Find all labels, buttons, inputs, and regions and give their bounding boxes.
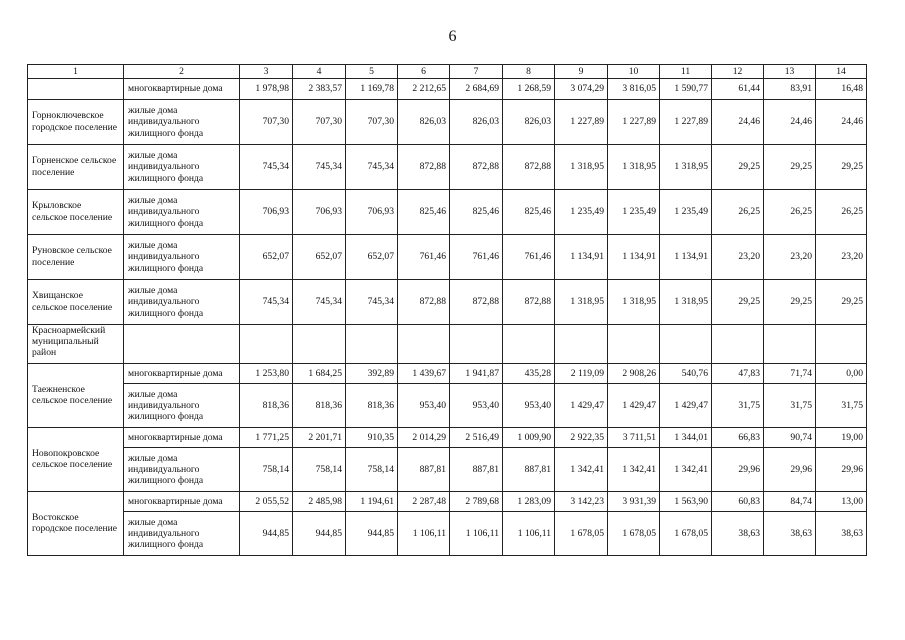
value-cell: 1 227,89	[555, 100, 608, 145]
value-cell: 47,83	[712, 364, 764, 384]
value-cell: 707,30	[293, 100, 346, 145]
value-cell: 1 134,91	[555, 235, 608, 280]
housing-type-cell: многоквартирные дома	[124, 364, 240, 384]
value-cell: 1 439,67	[398, 364, 450, 384]
value-cell: 26,25	[712, 190, 764, 235]
value-cell: 745,34	[293, 145, 346, 190]
value-cell: 61,44	[712, 79, 764, 100]
value-cell: 1 194,61	[346, 492, 398, 512]
value-cell: 872,88	[450, 145, 503, 190]
column-number-cell: 1	[28, 65, 124, 79]
value-cell: 3 816,05	[608, 79, 660, 100]
value-cell: 1 227,89	[608, 100, 660, 145]
value-cell: 23,20	[816, 235, 867, 280]
value-cell: 887,81	[398, 448, 450, 492]
region-row	[28, 325, 867, 364]
value-cell: 29,96	[816, 448, 867, 492]
value-cell: 26,25	[816, 190, 867, 235]
value-cell: 23,20	[764, 235, 816, 280]
value-cell: 2 383,57	[293, 79, 346, 100]
value-cell: 29,25	[712, 280, 764, 325]
value-cell: 19,00	[816, 428, 867, 448]
value-cell: 2 485,98	[293, 492, 346, 512]
page-number: 6	[448, 28, 457, 45]
empty-cell	[398, 325, 450, 364]
housing-type-cell: многоквартирные дома	[124, 492, 240, 512]
value-cell: 540,76	[660, 364, 712, 384]
value-cell: 761,46	[503, 235, 555, 280]
value-cell: 953,40	[503, 384, 555, 428]
value-cell: 1 318,95	[608, 145, 660, 190]
column-number-cell: 2	[124, 65, 240, 79]
value-cell: 1 342,41	[608, 448, 660, 492]
value-cell: 2 516,49	[450, 428, 503, 448]
value-cell: 1 318,95	[555, 280, 608, 325]
value-cell: 1 318,95	[555, 145, 608, 190]
value-cell: 818,36	[293, 384, 346, 428]
value-cell: 1 268,59	[503, 79, 555, 100]
value-cell: 3 074,29	[555, 79, 608, 100]
value-cell: 825,46	[450, 190, 503, 235]
table-row	[28, 235, 867, 280]
value-cell: 872,88	[398, 145, 450, 190]
value-cell: 31,75	[712, 384, 764, 428]
settlement-cell: Горноключевское городское поселение	[28, 100, 124, 145]
value-cell: 1 678,05	[608, 512, 660, 556]
column-number-cell: 5	[346, 65, 398, 79]
value-cell: 2 201,71	[293, 428, 346, 448]
settlement-cell: Хвищанское сельское поселение	[28, 280, 124, 325]
value-cell: 2 014,29	[398, 428, 450, 448]
value-cell: 2 908,26	[608, 364, 660, 384]
value-cell: 944,85	[346, 512, 398, 556]
value-cell: 2 212,65	[398, 79, 450, 100]
settlement-cell	[28, 79, 124, 100]
column-number-cell: 10	[608, 65, 660, 79]
empty-cell	[608, 325, 660, 364]
table-row	[28, 190, 867, 235]
value-cell: 1 106,11	[398, 512, 450, 556]
value-cell: 392,89	[346, 364, 398, 384]
table-row	[28, 428, 867, 448]
value-cell: 1 941,87	[450, 364, 503, 384]
value-cell: 707,30	[240, 100, 293, 145]
settlement-cell: Руновское сельское поселение	[28, 235, 124, 280]
value-cell: 826,03	[398, 100, 450, 145]
value-cell: 1 429,47	[555, 384, 608, 428]
value-cell: 944,85	[240, 512, 293, 556]
table-row	[28, 512, 867, 556]
value-cell: 1 235,49	[555, 190, 608, 235]
table-row	[28, 145, 867, 190]
column-number-cell: 14	[816, 65, 867, 79]
value-cell: 24,46	[816, 100, 867, 145]
value-cell: 953,40	[398, 384, 450, 428]
empty-cell	[450, 325, 503, 364]
value-cell: 60,83	[712, 492, 764, 512]
value-cell: 1 235,49	[660, 190, 712, 235]
value-cell: 2 922,35	[555, 428, 608, 448]
value-cell: 1 106,11	[450, 512, 503, 556]
empty-cell	[240, 325, 293, 364]
value-cell: 0,00	[816, 364, 867, 384]
value-cell: 23,20	[712, 235, 764, 280]
value-cell: 1 134,91	[660, 235, 712, 280]
column-number-row	[28, 65, 867, 79]
value-cell: 1 009,90	[503, 428, 555, 448]
value-cell: 761,46	[398, 235, 450, 280]
value-cell: 1 429,47	[608, 384, 660, 428]
value-cell: 2 055,52	[240, 492, 293, 512]
table-row	[28, 280, 867, 325]
value-cell: 758,14	[293, 448, 346, 492]
column-number-cell: 6	[398, 65, 450, 79]
value-cell: 38,63	[764, 512, 816, 556]
column-number-cell: 3	[240, 65, 293, 79]
value-cell: 1 342,41	[555, 448, 608, 492]
housing-type-cell: жилые дома индивидуального жилищного фонда	[124, 235, 240, 280]
settlement-cell: Горненское сельское поселение	[28, 145, 124, 190]
value-cell: 29,25	[816, 280, 867, 325]
value-cell: 1 429,47	[660, 384, 712, 428]
value-cell: 16,48	[816, 79, 867, 100]
value-cell: 745,34	[240, 145, 293, 190]
value-cell: 84,74	[764, 492, 816, 512]
empty-cell	[816, 325, 867, 364]
value-cell: 2 789,68	[450, 492, 503, 512]
value-cell: 31,75	[816, 384, 867, 428]
value-cell: 29,25	[712, 145, 764, 190]
settlement-cell: Крыловское сельское поселение	[28, 190, 124, 235]
value-cell: 745,34	[240, 280, 293, 325]
empty-cell	[660, 325, 712, 364]
housing-type-cell: жилые дома индивидуального жилищного фонда	[124, 280, 240, 325]
value-cell: 1 227,89	[660, 100, 712, 145]
value-cell: 944,85	[293, 512, 346, 556]
value-cell: 826,03	[450, 100, 503, 145]
value-cell: 435,28	[503, 364, 555, 384]
empty-cell	[555, 325, 608, 364]
value-cell: 1 134,91	[608, 235, 660, 280]
value-cell: 24,46	[712, 100, 764, 145]
value-cell: 887,81	[450, 448, 503, 492]
column-number-cell: 4	[293, 65, 346, 79]
table-row	[28, 448, 867, 492]
column-number-cell: 8	[503, 65, 555, 79]
value-cell: 1 169,78	[346, 79, 398, 100]
housing-type-cell: жилые дома индивидуального жилищного фонда	[124, 448, 240, 492]
column-number-cell: 7	[450, 65, 503, 79]
column-number-cell: 13	[764, 65, 816, 79]
value-cell: 29,25	[764, 280, 816, 325]
value-cell: 825,46	[398, 190, 450, 235]
value-cell: 953,40	[450, 384, 503, 428]
value-cell: 1 590,77	[660, 79, 712, 100]
housing-type-cell: жилые дома индивидуального жилищного фонда	[124, 512, 240, 556]
value-cell: 706,93	[346, 190, 398, 235]
housing-type-cell: жилые дома индивидуального жилищного фонда	[124, 384, 240, 428]
value-cell: 1 318,95	[660, 145, 712, 190]
value-cell: 31,75	[764, 384, 816, 428]
value-cell: 758,14	[240, 448, 293, 492]
table-row	[28, 79, 867, 100]
value-cell: 652,07	[293, 235, 346, 280]
value-cell: 1 978,98	[240, 79, 293, 100]
value-cell: 1 771,25	[240, 428, 293, 448]
value-cell: 71,74	[764, 364, 816, 384]
value-cell: 1 253,80	[240, 364, 293, 384]
table-row	[28, 492, 867, 512]
table-row	[28, 384, 867, 428]
value-cell: 745,34	[346, 280, 398, 325]
value-cell: 1 563,90	[660, 492, 712, 512]
value-cell: 652,07	[346, 235, 398, 280]
value-cell: 90,74	[764, 428, 816, 448]
column-number-cell: 11	[660, 65, 712, 79]
value-cell: 29,96	[764, 448, 816, 492]
value-cell: 83,91	[764, 79, 816, 100]
value-cell: 818,36	[240, 384, 293, 428]
value-cell: 758,14	[346, 448, 398, 492]
empty-cell	[503, 325, 555, 364]
value-cell: 13,00	[816, 492, 867, 512]
value-cell: 2 119,09	[555, 364, 608, 384]
column-number-cell: 12	[712, 65, 764, 79]
value-cell: 66,83	[712, 428, 764, 448]
empty-cell	[346, 325, 398, 364]
housing-type-cell: жилые дома индивидуального жилищного фонда	[124, 100, 240, 145]
housing-type-cell: жилые дома индивидуального жилищного фонда	[124, 145, 240, 190]
settlement-cell: Новопокровское сельское поселение	[28, 428, 124, 492]
value-cell: 872,88	[450, 280, 503, 325]
empty-cell	[124, 325, 240, 364]
tariff-table	[27, 64, 867, 556]
table-row	[28, 100, 867, 145]
empty-cell	[293, 325, 346, 364]
region-cell: Красноармейский муниципальный район	[28, 325, 124, 364]
empty-cell	[764, 325, 816, 364]
value-cell: 818,36	[346, 384, 398, 428]
value-cell: 745,34	[293, 280, 346, 325]
value-cell: 2 684,69	[450, 79, 503, 100]
value-cell: 1 283,09	[503, 492, 555, 512]
value-cell: 872,88	[503, 145, 555, 190]
value-cell: 26,25	[764, 190, 816, 235]
value-cell: 1 106,11	[503, 512, 555, 556]
value-cell: 38,63	[712, 512, 764, 556]
housing-type-cell: многоквартирные дома	[124, 428, 240, 448]
value-cell: 1 678,05	[555, 512, 608, 556]
value-cell: 872,88	[503, 280, 555, 325]
value-cell: 707,30	[346, 100, 398, 145]
housing-type-cell: жилые дома индивидуального жилищного фонда	[124, 190, 240, 235]
value-cell: 3 931,39	[608, 492, 660, 512]
value-cell: 652,07	[240, 235, 293, 280]
settlement-cell: Востокское городское поселение	[28, 492, 124, 556]
value-cell: 761,46	[450, 235, 503, 280]
value-cell: 29,25	[764, 145, 816, 190]
value-cell: 1 318,95	[660, 280, 712, 325]
value-cell: 24,46	[764, 100, 816, 145]
value-cell: 826,03	[503, 100, 555, 145]
value-cell: 3 711,51	[608, 428, 660, 448]
value-cell: 1 344,01	[660, 428, 712, 448]
table-row	[28, 364, 867, 384]
column-number-cell: 9	[555, 65, 608, 79]
value-cell: 29,96	[712, 448, 764, 492]
value-cell: 1 678,05	[660, 512, 712, 556]
value-cell: 1 684,25	[293, 364, 346, 384]
empty-cell	[712, 325, 764, 364]
value-cell: 29,25	[816, 145, 867, 190]
value-cell: 2 287,48	[398, 492, 450, 512]
value-cell: 825,46	[503, 190, 555, 235]
value-cell: 1 318,95	[608, 280, 660, 325]
value-cell: 745,34	[346, 145, 398, 190]
settlement-cell: Таежненское сельское поселение	[28, 364, 124, 428]
value-cell: 1 235,49	[608, 190, 660, 235]
value-cell: 1 342,41	[660, 448, 712, 492]
value-cell: 706,93	[240, 190, 293, 235]
value-cell: 706,93	[293, 190, 346, 235]
value-cell: 872,88	[398, 280, 450, 325]
housing-type-cell: многоквартирные дома	[124, 79, 240, 100]
value-cell: 38,63	[816, 512, 867, 556]
value-cell: 910,35	[346, 428, 398, 448]
value-cell: 3 142,23	[555, 492, 608, 512]
value-cell: 887,81	[503, 448, 555, 492]
